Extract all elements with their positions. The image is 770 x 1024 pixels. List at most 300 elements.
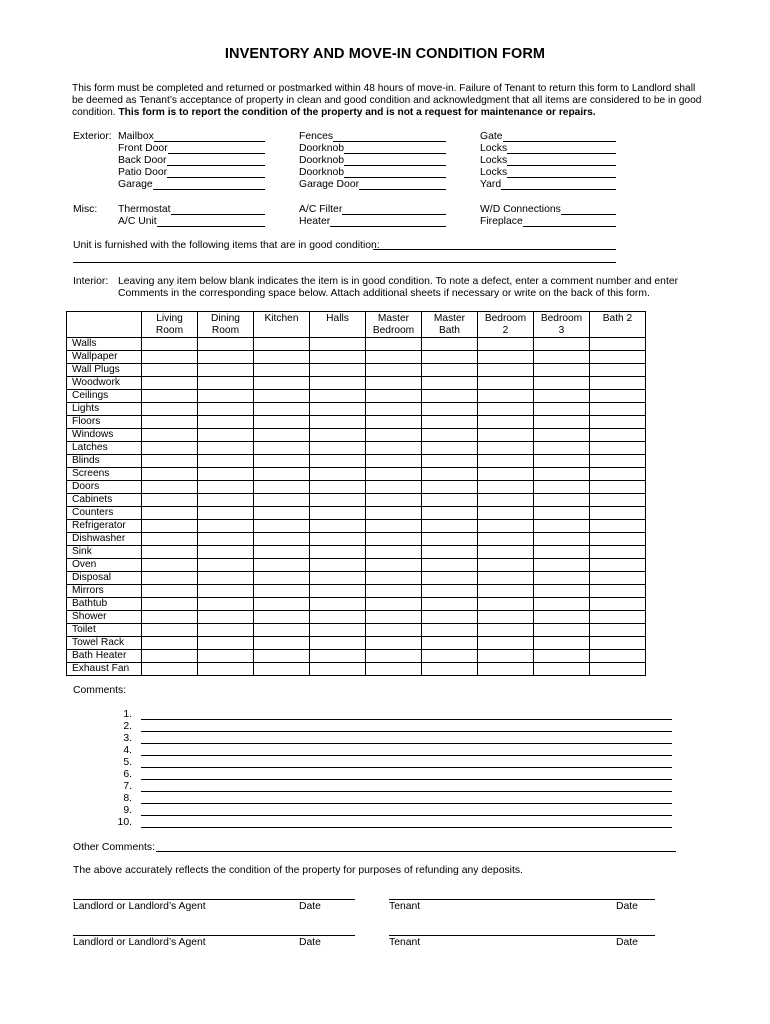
condition-cell[interactable] bbox=[142, 650, 198, 663]
condition-cell[interactable] bbox=[198, 572, 254, 585]
condition-cell[interactable] bbox=[142, 611, 198, 624]
condition-cell[interactable] bbox=[590, 403, 646, 416]
condition-cell[interactable] bbox=[590, 455, 646, 468]
column-header-line1: Master bbox=[433, 313, 466, 324]
exterior-field-label: Garage bbox=[118, 179, 153, 190]
condition-cell[interactable] bbox=[478, 351, 534, 364]
condition-cell[interactable] bbox=[534, 468, 590, 481]
condition-cell[interactable] bbox=[142, 572, 198, 585]
condition-cell[interactable] bbox=[422, 494, 478, 507]
condition-cell[interactable] bbox=[422, 572, 478, 585]
condition-cell[interactable] bbox=[310, 494, 366, 507]
condition-cell[interactable] bbox=[142, 377, 198, 390]
condition-cell[interactable] bbox=[478, 416, 534, 429]
condition-cell[interactable] bbox=[590, 520, 646, 533]
furnished-line-1[interactable] bbox=[373, 249, 616, 250]
tenant-signature-line[interactable] bbox=[389, 899, 655, 900]
condition-cell[interactable] bbox=[422, 585, 478, 598]
condition-cell[interactable] bbox=[310, 507, 366, 520]
condition-cell[interactable] bbox=[254, 650, 310, 663]
exterior-field-line[interactable] bbox=[333, 141, 446, 142]
condition-cell[interactable] bbox=[422, 637, 478, 650]
condition-cell[interactable] bbox=[478, 494, 534, 507]
condition-cell[interactable] bbox=[310, 416, 366, 429]
condition-cell[interactable] bbox=[310, 624, 366, 637]
condition-cell[interactable] bbox=[366, 520, 422, 533]
tenant-date-label: Date bbox=[616, 937, 638, 948]
condition-cell[interactable] bbox=[198, 377, 254, 390]
condition-cell[interactable] bbox=[254, 559, 310, 572]
tenant-signature-line[interactable] bbox=[389, 935, 655, 936]
condition-cell[interactable] bbox=[142, 585, 198, 598]
misc-field-line[interactable] bbox=[157, 226, 265, 227]
condition-cell[interactable] bbox=[310, 585, 366, 598]
condition-cell[interactable] bbox=[590, 494, 646, 507]
condition-cell[interactable] bbox=[590, 533, 646, 546]
condition-cell[interactable] bbox=[366, 624, 422, 637]
condition-cell[interactable] bbox=[142, 637, 198, 650]
condition-cell[interactable] bbox=[534, 507, 590, 520]
misc-label: Misc: bbox=[73, 204, 98, 215]
row-label: Disposal bbox=[67, 572, 142, 585]
condition-cell[interactable] bbox=[310, 351, 366, 364]
condition-cell[interactable] bbox=[254, 507, 310, 520]
condition-cell[interactable] bbox=[198, 442, 254, 455]
condition-cell[interactable] bbox=[478, 377, 534, 390]
condition-cell[interactable] bbox=[590, 624, 646, 637]
comment-line[interactable] bbox=[141, 731, 672, 732]
condition-cell[interactable] bbox=[366, 611, 422, 624]
condition-cell[interactable] bbox=[534, 598, 590, 611]
condition-cell[interactable] bbox=[142, 663, 198, 676]
condition-cell[interactable] bbox=[534, 624, 590, 637]
exterior-field-col2-0 bbox=[299, 131, 333, 143]
condition-cell[interactable] bbox=[142, 468, 198, 481]
condition-cell[interactable] bbox=[366, 650, 422, 663]
exterior-field-line[interactable] bbox=[507, 153, 616, 154]
exterior-field-line[interactable] bbox=[503, 141, 616, 142]
condition-cell[interactable] bbox=[254, 455, 310, 468]
condition-cell[interactable] bbox=[254, 416, 310, 429]
condition-cell[interactable] bbox=[422, 624, 478, 637]
table-row bbox=[67, 468, 646, 481]
row-label: Woodwork bbox=[67, 377, 142, 390]
condition-cell[interactable] bbox=[366, 533, 422, 546]
column-header-line2: Room bbox=[155, 325, 184, 336]
condition-cell[interactable] bbox=[590, 637, 646, 650]
condition-cell[interactable] bbox=[254, 637, 310, 650]
condition-cell[interactable] bbox=[310, 377, 366, 390]
condition-cell[interactable] bbox=[254, 390, 310, 403]
condition-cell[interactable] bbox=[142, 559, 198, 572]
condition-cell[interactable] bbox=[366, 338, 422, 351]
condition-cell[interactable] bbox=[534, 559, 590, 572]
condition-cell[interactable] bbox=[422, 468, 478, 481]
condition-cell[interactable] bbox=[254, 377, 310, 390]
exterior-field-line[interactable] bbox=[359, 189, 446, 190]
table-row bbox=[67, 598, 646, 611]
condition-cell[interactable] bbox=[198, 507, 254, 520]
condition-cell[interactable] bbox=[590, 559, 646, 572]
condition-cell[interactable] bbox=[310, 637, 366, 650]
condition-cell[interactable] bbox=[534, 611, 590, 624]
table-row bbox=[67, 559, 646, 572]
column-header-line1: Living bbox=[156, 313, 183, 324]
condition-cell[interactable] bbox=[478, 481, 534, 494]
condition-cell[interactable] bbox=[366, 455, 422, 468]
exterior-field-line[interactable] bbox=[501, 189, 616, 190]
condition-cell[interactable] bbox=[254, 338, 310, 351]
condition-cell[interactable] bbox=[142, 338, 198, 351]
condition-cell[interactable] bbox=[198, 520, 254, 533]
condition-cell[interactable] bbox=[254, 585, 310, 598]
comment-line[interactable] bbox=[141, 743, 672, 744]
condition-cell[interactable] bbox=[534, 364, 590, 377]
condition-cell[interactable] bbox=[142, 429, 198, 442]
condition-cell[interactable] bbox=[590, 429, 646, 442]
condition-cell[interactable] bbox=[310, 403, 366, 416]
misc-field-line[interactable] bbox=[342, 214, 446, 215]
row-label: Screens bbox=[67, 468, 142, 481]
condition-cell[interactable] bbox=[590, 611, 646, 624]
condition-cell[interactable] bbox=[478, 637, 534, 650]
exterior-field-line[interactable] bbox=[344, 153, 446, 154]
furnished-label: Unit is furnished with the following items that are in good condition: bbox=[73, 240, 380, 251]
condition-cell[interactable] bbox=[198, 533, 254, 546]
furnished-line-2[interactable] bbox=[73, 262, 616, 263]
condition-cell[interactable] bbox=[478, 455, 534, 468]
exterior-field-line[interactable] bbox=[154, 141, 265, 142]
condition-cell[interactable] bbox=[254, 624, 310, 637]
condition-cell[interactable] bbox=[254, 572, 310, 585]
condition-cell[interactable] bbox=[198, 403, 254, 416]
condition-cell[interactable] bbox=[422, 442, 478, 455]
comment-line[interactable] bbox=[141, 719, 672, 720]
condition-cell[interactable] bbox=[198, 338, 254, 351]
column-header bbox=[422, 312, 478, 338]
condition-cell[interactable] bbox=[254, 364, 310, 377]
condition-cell[interactable] bbox=[366, 351, 422, 364]
condition-cell[interactable] bbox=[142, 481, 198, 494]
condition-cell[interactable] bbox=[310, 650, 366, 663]
condition-cell[interactable] bbox=[534, 546, 590, 559]
condition-cell[interactable] bbox=[422, 481, 478, 494]
condition-cell[interactable] bbox=[366, 663, 422, 676]
condition-cell[interactable] bbox=[254, 468, 310, 481]
condition-cell[interactable] bbox=[310, 338, 366, 351]
condition-cell[interactable] bbox=[310, 559, 366, 572]
condition-cell[interactable] bbox=[422, 455, 478, 468]
condition-cell[interactable] bbox=[590, 338, 646, 351]
condition-cell[interactable] bbox=[422, 663, 478, 676]
table-row bbox=[67, 481, 646, 494]
condition-cell[interactable] bbox=[366, 468, 422, 481]
condition-cell[interactable] bbox=[534, 585, 590, 598]
condition-cell[interactable] bbox=[534, 572, 590, 585]
condition-cell[interactable] bbox=[590, 507, 646, 520]
condition-cell[interactable] bbox=[478, 624, 534, 637]
condition-cell[interactable] bbox=[254, 429, 310, 442]
condition-cell[interactable] bbox=[534, 637, 590, 650]
condition-cell[interactable] bbox=[310, 481, 366, 494]
landlord-label: Landlord or Landlord’s Agent bbox=[73, 901, 206, 912]
condition-cell[interactable] bbox=[366, 442, 422, 455]
condition-cell[interactable] bbox=[310, 611, 366, 624]
condition-cell[interactable] bbox=[478, 390, 534, 403]
condition-cell[interactable] bbox=[254, 546, 310, 559]
condition-cell[interactable] bbox=[478, 611, 534, 624]
misc-field-line[interactable] bbox=[171, 214, 265, 215]
condition-cell[interactable] bbox=[422, 533, 478, 546]
condition-cell[interactable] bbox=[422, 351, 478, 364]
condition-cell[interactable] bbox=[366, 507, 422, 520]
condition-cell[interactable] bbox=[534, 351, 590, 364]
condition-cell[interactable] bbox=[254, 663, 310, 676]
table-header-row bbox=[67, 312, 646, 338]
exterior-field-line[interactable] bbox=[168, 153, 265, 154]
condition-cell[interactable] bbox=[534, 338, 590, 351]
condition-cell[interactable] bbox=[422, 598, 478, 611]
misc-field-label: Heater bbox=[299, 216, 331, 227]
condition-cell[interactable] bbox=[422, 559, 478, 572]
condition-table bbox=[66, 311, 646, 676]
condition-cell[interactable] bbox=[366, 416, 422, 429]
condition-cell[interactable] bbox=[422, 611, 478, 624]
exterior-field-line[interactable] bbox=[167, 177, 265, 178]
condition-cell[interactable] bbox=[198, 650, 254, 663]
condition-cell[interactable] bbox=[142, 533, 198, 546]
condition-cell[interactable] bbox=[310, 520, 366, 533]
condition-cell[interactable] bbox=[590, 585, 646, 598]
row-label: Refrigerator bbox=[67, 520, 142, 533]
other-comments-line[interactable] bbox=[156, 851, 676, 852]
misc-field-line[interactable] bbox=[523, 226, 616, 227]
condition-cell[interactable] bbox=[422, 546, 478, 559]
condition-cell[interactable] bbox=[198, 481, 254, 494]
comment-line[interactable] bbox=[141, 755, 672, 756]
condition-cell[interactable] bbox=[590, 416, 646, 429]
condition-cell[interactable] bbox=[254, 533, 310, 546]
condition-cell[interactable] bbox=[422, 338, 478, 351]
condition-cell[interactable] bbox=[478, 520, 534, 533]
condition-cell[interactable] bbox=[198, 637, 254, 650]
condition-cell[interactable] bbox=[198, 559, 254, 572]
condition-cell[interactable] bbox=[366, 572, 422, 585]
exterior-field-line[interactable] bbox=[507, 177, 616, 178]
condition-cell[interactable] bbox=[422, 377, 478, 390]
condition-cell[interactable] bbox=[534, 494, 590, 507]
condition-cell[interactable] bbox=[534, 455, 590, 468]
condition-cell[interactable] bbox=[478, 468, 534, 481]
condition-cell[interactable] bbox=[198, 351, 254, 364]
condition-cell[interactable] bbox=[534, 663, 590, 676]
condition-cell[interactable] bbox=[590, 351, 646, 364]
condition-cell[interactable] bbox=[590, 663, 646, 676]
condition-cell[interactable] bbox=[198, 663, 254, 676]
condition-cell[interactable] bbox=[198, 416, 254, 429]
condition-cell[interactable] bbox=[142, 364, 198, 377]
condition-cell[interactable] bbox=[366, 637, 422, 650]
exterior-field-line[interactable] bbox=[344, 165, 446, 166]
condition-cell[interactable] bbox=[366, 481, 422, 494]
exterior-field-line[interactable] bbox=[344, 177, 446, 178]
table-row bbox=[67, 494, 646, 507]
condition-cell[interactable] bbox=[198, 390, 254, 403]
condition-cell[interactable] bbox=[198, 624, 254, 637]
condition-cell[interactable] bbox=[142, 624, 198, 637]
condition-cell[interactable] bbox=[422, 650, 478, 663]
condition-cell[interactable] bbox=[366, 585, 422, 598]
exterior-field-line[interactable] bbox=[153, 189, 265, 190]
condition-cell[interactable] bbox=[534, 403, 590, 416]
condition-cell[interactable] bbox=[310, 468, 366, 481]
condition-cell[interactable] bbox=[590, 546, 646, 559]
condition-cell[interactable] bbox=[478, 338, 534, 351]
condition-cell[interactable] bbox=[142, 442, 198, 455]
condition-cell[interactable] bbox=[366, 559, 422, 572]
condition-cell[interactable] bbox=[310, 455, 366, 468]
condition-cell[interactable] bbox=[422, 507, 478, 520]
condition-cell[interactable] bbox=[590, 598, 646, 611]
condition-cell[interactable] bbox=[478, 533, 534, 546]
condition-cell[interactable] bbox=[310, 533, 366, 546]
condition-cell[interactable] bbox=[534, 429, 590, 442]
condition-cell[interactable] bbox=[534, 481, 590, 494]
condition-cell[interactable] bbox=[422, 429, 478, 442]
condition-cell[interactable] bbox=[198, 468, 254, 481]
condition-cell[interactable] bbox=[422, 520, 478, 533]
condition-cell[interactable] bbox=[422, 416, 478, 429]
condition-cell[interactable] bbox=[478, 546, 534, 559]
condition-cell[interactable] bbox=[478, 585, 534, 598]
condition-cell[interactable] bbox=[142, 390, 198, 403]
condition-cell[interactable] bbox=[198, 585, 254, 598]
condition-cell[interactable] bbox=[142, 455, 198, 468]
comment-line[interactable] bbox=[141, 767, 672, 768]
condition-cell[interactable] bbox=[254, 520, 310, 533]
condition-cell[interactable] bbox=[366, 546, 422, 559]
condition-cell[interactable] bbox=[310, 572, 366, 585]
condition-cell[interactable] bbox=[142, 598, 198, 611]
condition-cell[interactable] bbox=[142, 494, 198, 507]
condition-cell[interactable] bbox=[310, 390, 366, 403]
condition-cell[interactable] bbox=[254, 351, 310, 364]
condition-cell[interactable] bbox=[254, 494, 310, 507]
comment-number: 5. bbox=[123, 757, 132, 768]
condition-cell[interactable] bbox=[142, 416, 198, 429]
landlord-signature-line[interactable] bbox=[73, 935, 355, 936]
condition-cell[interactable] bbox=[254, 611, 310, 624]
condition-cell[interactable] bbox=[478, 598, 534, 611]
condition-cell[interactable] bbox=[478, 663, 534, 676]
condition-cell[interactable] bbox=[198, 455, 254, 468]
condition-cell[interactable] bbox=[366, 403, 422, 416]
exterior-field-label: Locks bbox=[480, 167, 508, 178]
condition-cell[interactable] bbox=[478, 442, 534, 455]
intro-bold-notice: This form is to report the condition of the property and is not a request for maintenance or repairs. bbox=[118, 107, 596, 119]
row-label: Floors bbox=[67, 416, 142, 429]
condition-cell[interactable] bbox=[142, 351, 198, 364]
condition-cell[interactable] bbox=[198, 611, 254, 624]
condition-cell[interactable] bbox=[534, 416, 590, 429]
condition-cell[interactable] bbox=[366, 494, 422, 507]
comment-line[interactable] bbox=[141, 791, 672, 792]
condition-cell[interactable] bbox=[590, 442, 646, 455]
exterior-field-line[interactable] bbox=[507, 165, 616, 166]
condition-cell[interactable] bbox=[142, 546, 198, 559]
condition-cell[interactable] bbox=[422, 390, 478, 403]
comment-line[interactable] bbox=[141, 827, 672, 828]
condition-cell[interactable] bbox=[310, 364, 366, 377]
condition-cell[interactable] bbox=[478, 559, 534, 572]
condition-cell[interactable] bbox=[534, 390, 590, 403]
condition-cell[interactable] bbox=[590, 468, 646, 481]
condition-cell[interactable] bbox=[310, 429, 366, 442]
condition-cell[interactable] bbox=[198, 494, 254, 507]
condition-cell[interactable] bbox=[198, 364, 254, 377]
condition-cell[interactable] bbox=[366, 364, 422, 377]
condition-cell[interactable] bbox=[366, 598, 422, 611]
condition-cell[interactable] bbox=[590, 377, 646, 390]
condition-cell[interactable] bbox=[254, 442, 310, 455]
condition-cell[interactable] bbox=[310, 663, 366, 676]
comments-label: Comments: bbox=[73, 685, 127, 696]
condition-cell[interactable] bbox=[366, 377, 422, 390]
condition-cell[interactable] bbox=[366, 429, 422, 442]
condition-cell[interactable] bbox=[534, 442, 590, 455]
condition-cell[interactable] bbox=[198, 546, 254, 559]
table-row bbox=[67, 546, 646, 559]
condition-cell[interactable] bbox=[198, 598, 254, 611]
condition-cell[interactable] bbox=[422, 364, 478, 377]
condition-cell[interactable] bbox=[478, 364, 534, 377]
condition-cell[interactable] bbox=[198, 429, 254, 442]
condition-cell[interactable] bbox=[310, 598, 366, 611]
condition-cell[interactable] bbox=[534, 520, 590, 533]
condition-cell[interactable] bbox=[478, 572, 534, 585]
condition-cell[interactable] bbox=[590, 572, 646, 585]
condition-cell[interactable] bbox=[478, 403, 534, 416]
condition-cell[interactable] bbox=[366, 390, 422, 403]
condition-cell[interactable] bbox=[254, 481, 310, 494]
condition-cell[interactable] bbox=[478, 429, 534, 442]
condition-cell[interactable] bbox=[590, 481, 646, 494]
condition-cell[interactable] bbox=[254, 403, 310, 416]
condition-cell[interactable] bbox=[422, 403, 478, 416]
condition-cell[interactable] bbox=[142, 507, 198, 520]
landlord-signature-line[interactable] bbox=[73, 899, 355, 900]
comment-line[interactable] bbox=[141, 815, 672, 816]
condition-cell[interactable] bbox=[142, 403, 198, 416]
condition-cell[interactable] bbox=[142, 520, 198, 533]
misc-field-line[interactable] bbox=[561, 214, 616, 215]
condition-cell[interactable] bbox=[534, 650, 590, 663]
condition-cell[interactable] bbox=[590, 364, 646, 377]
comment-line[interactable] bbox=[141, 779, 672, 780]
condition-cell[interactable] bbox=[310, 546, 366, 559]
condition-cell[interactable] bbox=[534, 533, 590, 546]
comment-line[interactable] bbox=[141, 803, 672, 804]
condition-cell[interactable] bbox=[478, 507, 534, 520]
condition-cell[interactable] bbox=[590, 390, 646, 403]
condition-cell[interactable] bbox=[590, 650, 646, 663]
exterior-field-line[interactable] bbox=[167, 165, 265, 166]
condition-cell[interactable] bbox=[310, 442, 366, 455]
condition-cell[interactable] bbox=[534, 377, 590, 390]
condition-cell[interactable] bbox=[478, 650, 534, 663]
misc-field-line[interactable] bbox=[330, 226, 446, 227]
condition-cell[interactable] bbox=[254, 598, 310, 611]
